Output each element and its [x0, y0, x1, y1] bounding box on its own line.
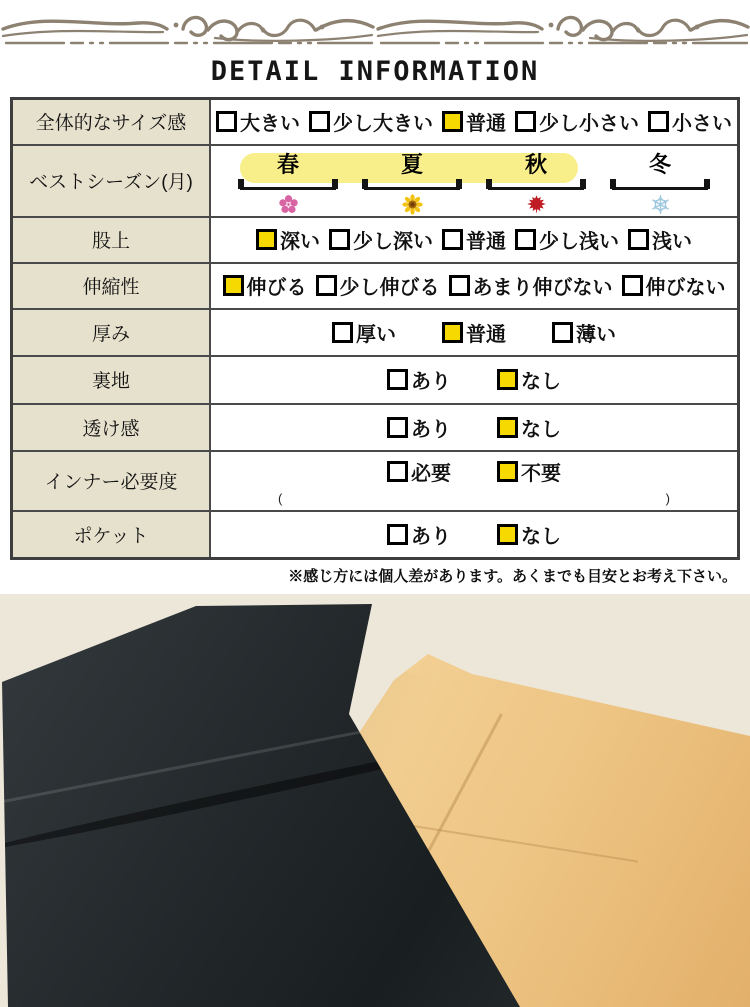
season-label: 春 [276, 151, 299, 177]
paren-open: ( [278, 490, 283, 506]
season-item [477, 152, 595, 215]
option-label: 少し深い [353, 231, 433, 253]
free-note-parentheses [278, 490, 670, 506]
option-label: 少し小さい [539, 113, 639, 136]
option [622, 271, 726, 300]
options-cell [210, 451, 739, 511]
row-label: ポケット [12, 511, 211, 559]
row-label: 伸縮性 [12, 263, 211, 309]
row-label: 透け感 [12, 404, 211, 451]
checkbox-unchecked-icon [449, 275, 470, 296]
row-label: 厚み [12, 309, 211, 356]
checkbox-unchecked-icon [515, 111, 536, 132]
checkbox-unchecked-icon [622, 275, 643, 296]
option-label: 少し大きい [333, 113, 433, 136]
option-label: 伸びる [246, 277, 307, 299]
cherry-blossom-icon [278, 194, 299, 215]
page-title: DETAIL INFORMATION [210, 56, 540, 87]
season-item [601, 152, 719, 215]
season-cell [210, 145, 739, 217]
option [216, 107, 300, 136]
table-row [12, 309, 739, 356]
checkbox-checked-icon [497, 417, 518, 438]
checkbox-unchecked-icon [387, 524, 408, 545]
month-range-bracket [488, 179, 584, 190]
option [442, 225, 506, 254]
option [256, 225, 320, 254]
option [387, 520, 451, 549]
table-row [12, 356, 739, 404]
season-item [229, 152, 347, 215]
table-row [12, 263, 739, 309]
month-range-bracket [364, 179, 460, 190]
checkbox-unchecked-icon [387, 417, 408, 438]
option-label: 伸びない [645, 277, 726, 299]
checkbox-unchecked-icon [387, 461, 408, 482]
options-cell [210, 217, 739, 263]
option-label: なし [521, 418, 561, 441]
row-label: ベストシーズン(月) [12, 145, 211, 217]
season-label: 冬 [648, 151, 671, 177]
table-row [12, 217, 739, 263]
option-label: 薄い [576, 323, 616, 346]
option [497, 413, 561, 442]
table-row [12, 145, 739, 217]
checkbox-unchecked-icon [216, 111, 237, 132]
option-label: 小さい [672, 113, 732, 136]
option [497, 457, 561, 486]
options-cell [210, 356, 739, 404]
checkbox-unchecked-icon [552, 322, 573, 343]
option [497, 365, 561, 394]
option [515, 225, 619, 254]
option-label: なし [521, 371, 561, 393]
options-cell [210, 99, 739, 145]
option [387, 413, 451, 442]
option-label: あり [411, 525, 451, 548]
row-label: インナー必要度 [12, 451, 211, 511]
option-label: 普通 [466, 323, 506, 346]
disclaimer-note: ※感じ方には個人差があります。あくまでも目安とお考え下さい。 [288, 568, 737, 585]
option [449, 271, 613, 300]
option-label: あり [411, 371, 451, 393]
checkbox-unchecked-icon [316, 275, 337, 296]
season-item [353, 152, 471, 215]
checkbox-checked-icon [256, 229, 277, 250]
checkbox-checked-icon [442, 111, 463, 132]
row-label: 裏地 [12, 356, 211, 404]
option-label: なし [521, 525, 561, 548]
option-label: 不要 [521, 462, 561, 485]
product-photo [0, 594, 750, 1007]
option [387, 457, 451, 486]
option-label: 普通 [466, 113, 506, 136]
checkbox-checked-icon [497, 369, 518, 390]
option [628, 225, 692, 254]
option [309, 107, 433, 136]
option [442, 318, 506, 347]
table-row [12, 451, 739, 511]
option-label: 必要 [411, 462, 451, 485]
checkbox-unchecked-icon [387, 369, 408, 390]
option [223, 271, 307, 300]
options-cell [210, 404, 739, 451]
table-row [12, 99, 739, 145]
checkbox-unchecked-icon [628, 229, 649, 250]
row-label: 股上 [12, 217, 211, 263]
option-label: あり [411, 418, 451, 441]
checkbox-unchecked-icon [309, 111, 330, 132]
option [329, 225, 433, 254]
options-cell [210, 263, 739, 309]
option [442, 107, 506, 136]
option [515, 107, 639, 136]
table-row [12, 511, 739, 559]
option-label: 大きい [240, 113, 300, 136]
option-label: 浅い [652, 231, 692, 253]
options-cell [210, 511, 739, 559]
maple-leaf-icon [526, 194, 547, 215]
option-label: あまり伸びない [472, 277, 613, 299]
option [316, 271, 440, 300]
checkbox-unchecked-icon [648, 111, 669, 132]
option-label: 少し伸びる [339, 277, 440, 299]
option [552, 318, 616, 347]
option [332, 318, 396, 347]
paren-close: ) [665, 490, 670, 506]
checkbox-checked-icon [497, 461, 518, 482]
option [497, 520, 561, 549]
option-label: 少し浅い [539, 231, 619, 253]
checkbox-checked-icon [223, 275, 244, 296]
option-label: 深い [280, 231, 320, 253]
checkbox-unchecked-icon [329, 229, 350, 250]
option [648, 107, 732, 136]
detail-table [10, 97, 740, 560]
checkbox-unchecked-icon [332, 322, 353, 343]
month-range-bracket [240, 179, 336, 190]
sunflower-icon [402, 194, 423, 215]
checkbox-checked-icon [497, 524, 518, 545]
checkbox-checked-icon [442, 322, 463, 343]
checkbox-unchecked-icon [515, 229, 536, 250]
row-label: 全体的なサイズ感 [12, 99, 211, 145]
checkbox-unchecked-icon [442, 229, 463, 250]
month-range-bracket [612, 179, 708, 190]
table-row [12, 404, 739, 451]
snowflake-icon [650, 194, 671, 215]
option-label: 厚い [356, 323, 396, 346]
options-cell [210, 309, 739, 356]
ornament-divider [0, 4, 750, 48]
option [387, 365, 451, 394]
season-label: 秋 [524, 151, 547, 177]
option-label: 普通 [466, 231, 506, 253]
season-label: 夏 [400, 151, 423, 177]
